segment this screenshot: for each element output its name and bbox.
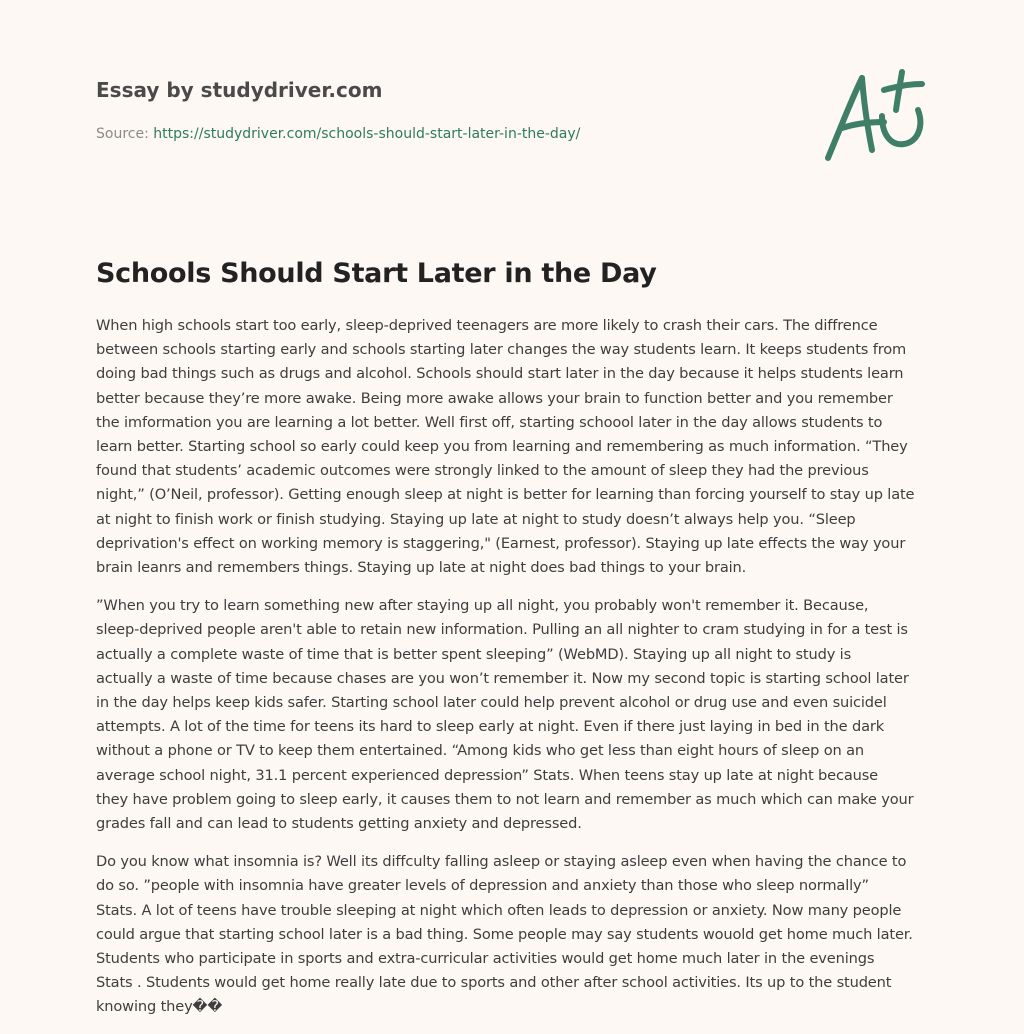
essay-body	[96, 314, 934, 1034]
paragraph-line: average school night, 31.1 percent experienced depression” Stats. When teens stay up late at night because	[96, 766, 878, 784]
a-plus-logo-icon	[818, 64, 930, 168]
site-title: Essay by studydriver.com	[96, 78, 383, 102]
paragraph-line: better because they’re more awake. Being more awake allows your brain to function better and you remember	[96, 389, 893, 407]
paragraph-line: Do you know what insomnia is? Well its diffculty falling asleep or staying asleep even when having the chance to	[96, 853, 907, 871]
paragraph-line: the imformation you are learning a lot better. Well first off, starting schoool later in the day allows students to	[96, 413, 883, 431]
paragraph-line: Students who participate in sports and extra-curricular activities would get home much later in the evenings	[96, 950, 875, 968]
paragraph-line: ”When you try to learn something new after staying up all night, you probably won't remember it. Because,	[96, 597, 869, 615]
paragraph-line: brain leanrs and remembers things. Staying up late at night does bad things to your brain.	[96, 559, 747, 577]
paragraph-line: actually a waste of time because chases are you won’t remember it. Now my second topic is starting school later	[96, 669, 909, 687]
source-link[interactable]: https://studydriver.com/schools-should-start-later-in-the-day/	[153, 126, 581, 142]
paragraph-line: grades fall and can lead to students getting anxiety and depressed.	[96, 815, 582, 833]
paragraph-line: doing bad things such as drugs and alcohol. Schools should start later in the day because it helps students learn	[96, 365, 904, 383]
essay-paragraph	[96, 314, 934, 580]
paragraph-line: in the day helps keep kids safer. Starting school later could help prevent alcohol or drug use and even suicidel	[96, 694, 887, 712]
paragraph-line: night,” (O’Neil, professor). Getting enough sleep at night is better for learning than forcing yourself to stay up late	[96, 486, 915, 504]
paragraph-line: found that students’ academic outcomes were strongly linked to the amount of sleep they had the previous	[96, 462, 869, 480]
paragraph-line: between schools starting early and schools starting later changes the way students learn. It keeps students from	[96, 341, 907, 359]
paragraph-line: at night to finish work or finish studying. Staying up late at night to study doesn’t always help you. “Sleep	[96, 510, 856, 528]
paragraph-line: do so. ”people with insomnia have greater levels of depression and anxiety than those who sleep normally”	[96, 877, 869, 895]
source-label: Source:	[96, 126, 149, 142]
logo-graphic	[818, 64, 930, 168]
paragraph-line: sleep-deprived people aren't able to retain new information. Pulling an all nighter to cram studying in for a test is	[96, 621, 908, 639]
source-line	[96, 124, 796, 144]
paragraph-line: When high schools start too early, sleep-deprived teenagers are more likely to crash their cars. The diffrence	[96, 317, 878, 334]
paragraph-line: knowing they��	[96, 998, 223, 1016]
paragraph-line: actually a complete waste of time that is better spent sleeping” (WebMD). Staying up all night to study is	[96, 645, 852, 663]
paragraph-line: could argue that starting school later is a bad thing. Some people may say students wouold get home much later.	[96, 925, 913, 943]
essay-paragraph	[96, 594, 934, 836]
essay-paragraph	[96, 850, 934, 1019]
paragraph-line: Stats . Students would get home really late due to sports and other after school activities. Its up to the student	[96, 974, 892, 992]
paragraph-line: learn better. Starting school so early could keep you from learning and remembering as much information. “They	[96, 438, 908, 456]
essay-title: Schools Should Start Later in the Day	[96, 258, 657, 289]
paragraph-line: without a phone or TV to keep them entertained. “Among kids who get less than eight hours of sleep on an	[96, 742, 865, 760]
paragraph-line: Stats. A lot of teens have trouble sleeping at night which often leads to depression or anxiety. Now many people	[96, 901, 902, 919]
essay-header	[96, 76, 796, 144]
paragraph-line: attempts. A lot of the time for teens its hard to sleep early at night. Even if there just laying in bed in the dark	[96, 718, 885, 736]
paragraph-line: they have problem going to sleep early, it causes them to not learn and remember as much which can make your	[96, 790, 914, 808]
paragraph-line: deprivation's effect on working memory is staggering," (Earnest, professor). Staying up late effects the way your	[96, 534, 906, 552]
